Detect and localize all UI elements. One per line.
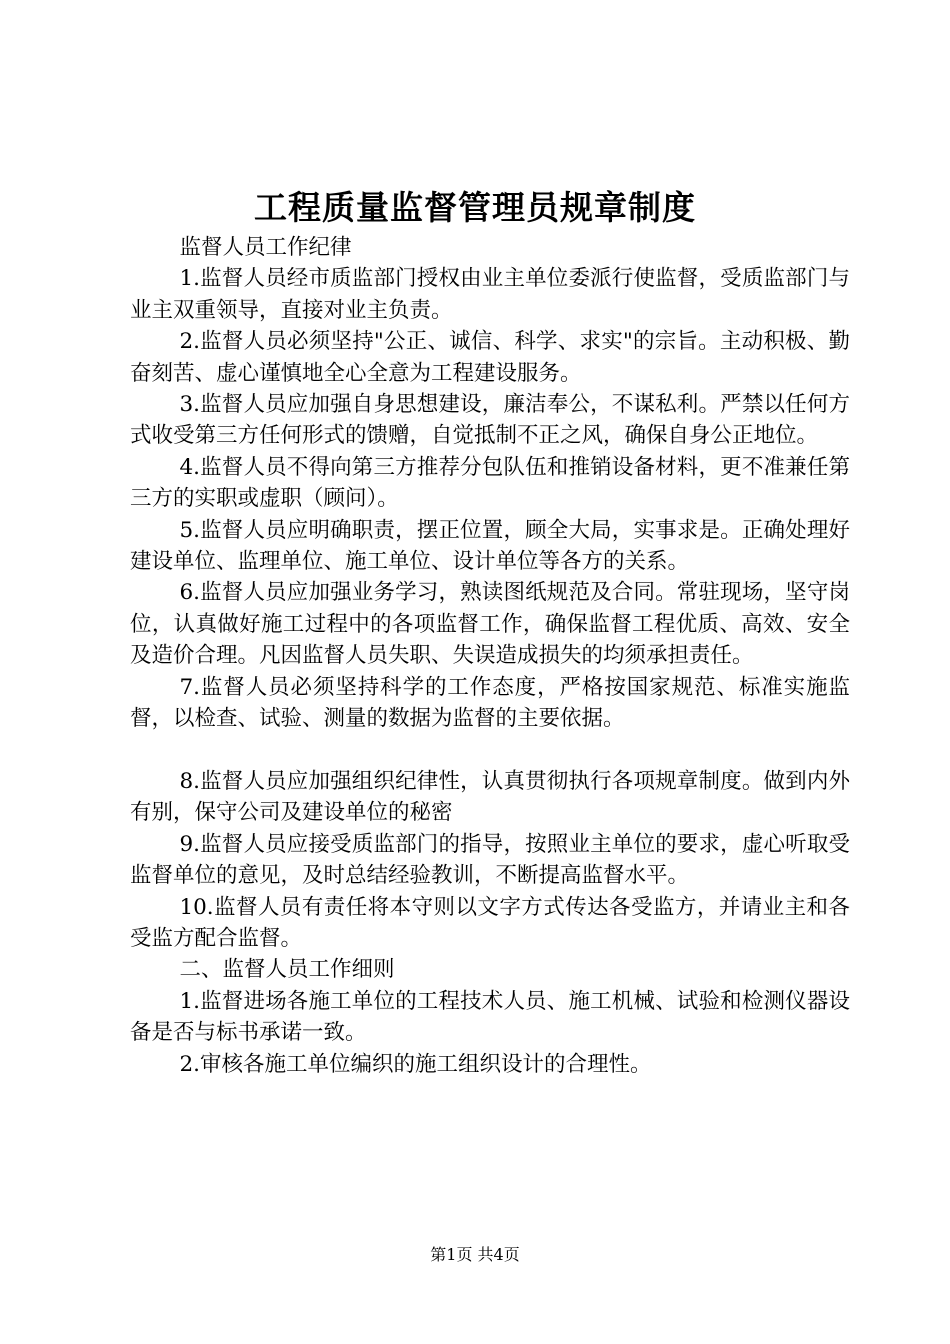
rule-paragraph-10: 10.监督人员有责任将本守则以文字方式传达各受监方，并请业主和各受监方配合监督。	[130, 894, 850, 951]
rule-paragraph-9: 9.监督人员应接受质监部门的指导，按照业主单位的要求，虚心听取受监督单位的意见，及时总结经验教训，不断提高监督水平。	[130, 831, 850, 889]
section-heading-discipline: 监督人员工作纪律	[179, 235, 352, 260]
rule-paragraph-5: 5.监督人员应明确职责，摆正位置，顾全大局，实事求是。正确处理好建设单位、监理单位、施工单位、设计单位等各方的关系。	[130, 517, 850, 575]
document-body	[130, 232, 850, 1080]
rule-paragraph-3: 3.监督人员应加强自身思想建设，廉洁奉公，不谋私利。严禁以任何方式收受第三方任何形式的馈赠，自觉抵制不正之风，确保自身公正地位。	[130, 392, 850, 449]
detail-paragraph-1: 1.监督进场各施工单位的工程技术人员、施工机械、试验和检测仪器设备是否与标书承诺一致。	[130, 988, 850, 1046]
rule-paragraph-2: 2.监督人员必须坚持"公正、诚信、科学、求实"的宗旨。主动积极、勤奋刻苦、虚心谨慎地全心全意为工程建设服务。	[130, 329, 850, 386]
detail-paragraph-2: 2.审核各施工单位编织的施工组织设计的合理性。	[179, 1051, 652, 1077]
rule-paragraph-4: 4.监督人员不得向第三方推荐分包队伍和推销设备材料，更不准兼任第三方的实职或虚职（顾问）。	[130, 454, 850, 512]
document-title: 工程质量监督管理员规章制度	[254, 188, 696, 227]
rule-paragraph-1: 1.监督人员经市质监部门授权由业主单位委派行使监督，受质监部门与业主双重领导，直接对业主负责。	[130, 266, 850, 323]
rule-paragraph-6: 6.监督人员应加强业务学习，熟读图纸规范及合同。常驻现场，坚守岗位，认真做好施工过程中的各项监督工作，确保监督工程优质、高效、安全及造价合理。凡因监督人员失职、失误造成损失的均须承担责任。	[130, 580, 850, 669]
rule-paragraph-7: 7.监督人员必须坚持科学的工作态度，严格按国家规范、标准实施监督，以检查、试验、测量的数据为监督的主要依据。	[130, 674, 850, 732]
section-heading-details: 二、监督人员工作细则	[179, 957, 395, 983]
page-number-footer: 第1页 共4页	[430, 1245, 520, 1264]
rule-paragraph-8: 8.监督人员应加强组织纪律性，认真贯彻执行各项规章制度。做到内外有别，保守公司及建设单位的秘密	[130, 768, 850, 826]
